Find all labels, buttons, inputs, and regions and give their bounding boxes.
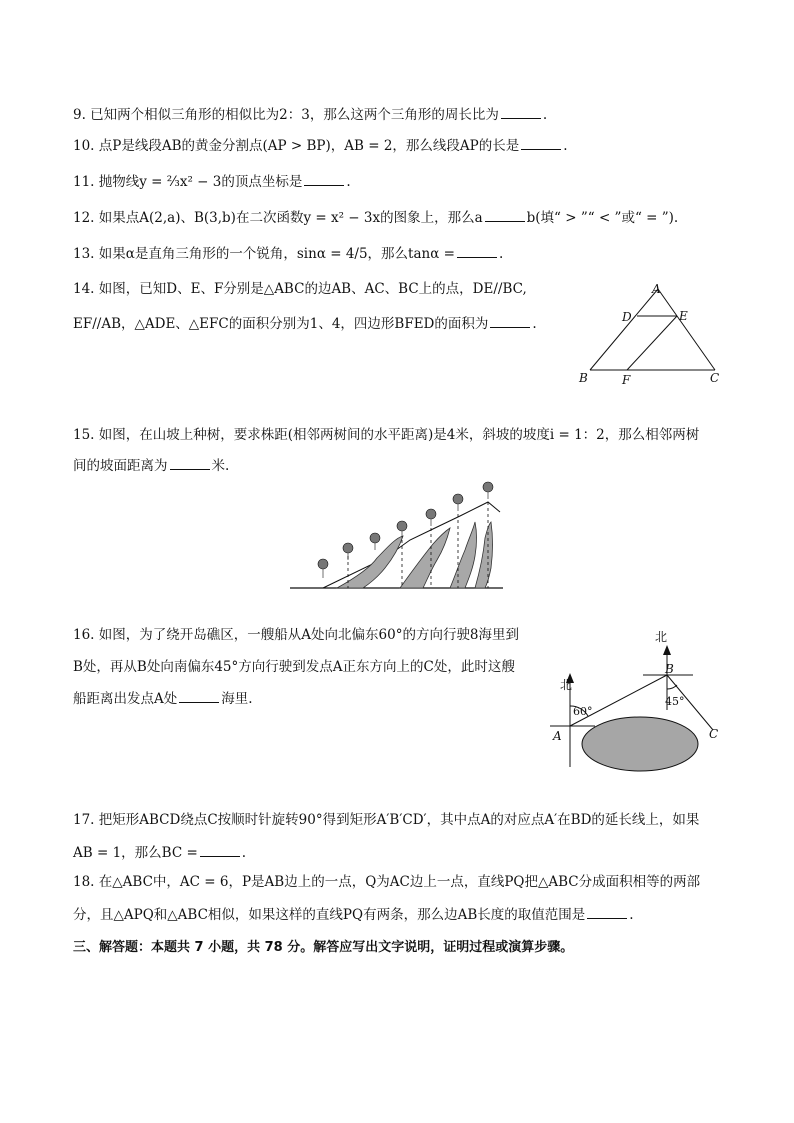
side-ab	[590, 289, 658, 370]
hillside-figure	[285, 478, 510, 593]
question-17-tail: .	[241, 845, 247, 861]
label-a: A	[553, 729, 562, 743]
question-18-line-2	[73, 904, 634, 925]
question-13	[73, 243, 503, 264]
question-18-text: 分，且△APQ和△ABC相似，如果这样的直线PQ有两条，那么边AB长度的取值范围是	[73, 907, 586, 923]
answer-blank	[170, 455, 210, 470]
question-14-line-1: 14. 如图，已知D、E、F分别是△ABC的边AB、AC、BC上的点，DE//BC,	[73, 281, 527, 297]
question-9-text: 9. 已知两个相似三角形的相似比为2：3，那么这两个三角形的周长比为	[73, 107, 499, 123]
tree-icon	[343, 543, 353, 560]
answer-blank	[521, 135, 561, 150]
question-16-line-1: 16. 如图，为了绕开岛礁区，一艘船从A处向北偏东60°的方向行驶8海里到	[73, 627, 520, 643]
north-arrow-icon	[663, 645, 671, 655]
question-11	[73, 171, 351, 192]
label-b: B	[665, 662, 674, 676]
tree-icon	[453, 494, 463, 511]
answer-blank	[179, 688, 219, 703]
question-15-line-1: 15. 如图，在山坡上种树，要求株距(相邻两树间的水平距离)是4米，斜坡的坡度i = 1：2，那么相邻两树	[73, 427, 700, 443]
question-17-line-2	[73, 842, 246, 863]
rock-shape	[475, 522, 493, 588]
question-13-tail: .	[498, 246, 504, 262]
question-16-line-2: B处，再从B处向南偏东45°方向行驶到发点A正东方向上的C处，此时这艘	[73, 659, 515, 675]
question-15-line-2	[73, 455, 229, 476]
tree-icon	[426, 509, 436, 526]
question-11-text: 11. 抛物线y = ⅔x² − 3的顶点坐标是	[73, 174, 303, 190]
question-16-tail: 海里.	[221, 691, 253, 707]
label-e: E	[679, 309, 688, 323]
answer-blank	[490, 313, 530, 328]
question-14-line-2	[73, 313, 537, 334]
question-18-line-1: 18. 在△ABC中，AC = 6，P是AB边上的一点，Q为AC边上一点，直线PQ把△ABC分成面积相等的两部	[73, 874, 701, 890]
question-10	[73, 135, 568, 156]
segment-ef	[627, 316, 677, 370]
question-15-text: 间的坡面距离为	[73, 458, 168, 474]
answer-blank	[501, 104, 541, 119]
question-12-text: 12. 如果点A(2,a)、B(3,b)在二次函数y = x² − 3x的图象上，那么a	[73, 210, 483, 226]
reef-area	[582, 717, 698, 771]
question-12	[73, 207, 678, 228]
question-13-text: 13. 如果α是直角三角形的一个锐角，sinα = 4/5，那么tanα =	[73, 246, 455, 262]
rock-shape	[450, 522, 477, 588]
tree-icon	[318, 559, 328, 578]
question-9	[73, 104, 547, 125]
label-angle-60: 60°	[573, 705, 593, 718]
triangle-figure	[570, 280, 730, 390]
question-11-tail: .	[346, 174, 351, 190]
question-17-text: AB = 1，那么BC =	[73, 845, 198, 861]
question-12-tail: b(填“ > ”“ < ”或“ = ”).	[526, 210, 679, 226]
label-c: C	[710, 371, 720, 385]
label-north-a: 北	[560, 678, 573, 692]
tree-icon	[397, 521, 407, 538]
label-d: D	[622, 310, 632, 324]
tree-icon	[370, 533, 380, 550]
question-14-tail: .	[532, 316, 537, 332]
question-16-line-3	[73, 688, 253, 709]
question-15-tail: 米.	[211, 458, 230, 474]
section-3-header: 三、解答题：本题共 7 小题，共 78 分。解答应写出文字说明，证明过程或演算步骤。	[73, 940, 574, 955]
navigation-figure	[545, 625, 730, 775]
answer-blank	[200, 842, 240, 857]
label-b: B	[579, 371, 588, 385]
rock-shape	[400, 528, 450, 588]
question-10-text: 10. 点P是线段AB的黄金分割点(AP > BP)，AB = 2，那么线段AP的长是	[73, 138, 520, 154]
question-10-tail: .	[563, 138, 568, 154]
question-14-text: EF//AB，△ADE、△EFC的面积分别为1、4，四边形BFED的面积为	[73, 316, 489, 332]
question-17-line-1: 17. 把矩形ABCD绕点C按顺时针旋转90°得到矩形A′B′CD′，其中点A的对应点A′在BD的延长线上，如果	[73, 812, 700, 828]
question-9-tail: .	[542, 107, 548, 123]
label-a: A	[652, 282, 661, 296]
answer-blank	[457, 243, 497, 258]
label-angle-45: 45°	[665, 695, 685, 708]
question-18-tail: .	[629, 907, 634, 923]
label-c: C	[709, 727, 719, 741]
answer-blank	[304, 171, 344, 186]
label-north-b: 北	[655, 630, 668, 644]
label-f: F	[622, 373, 631, 387]
side-ac	[658, 289, 715, 370]
tree-icon	[483, 482, 493, 499]
answer-blank	[485, 207, 525, 222]
answer-blank	[587, 904, 627, 919]
question-16-text: 船距离出发点A处	[73, 691, 178, 707]
